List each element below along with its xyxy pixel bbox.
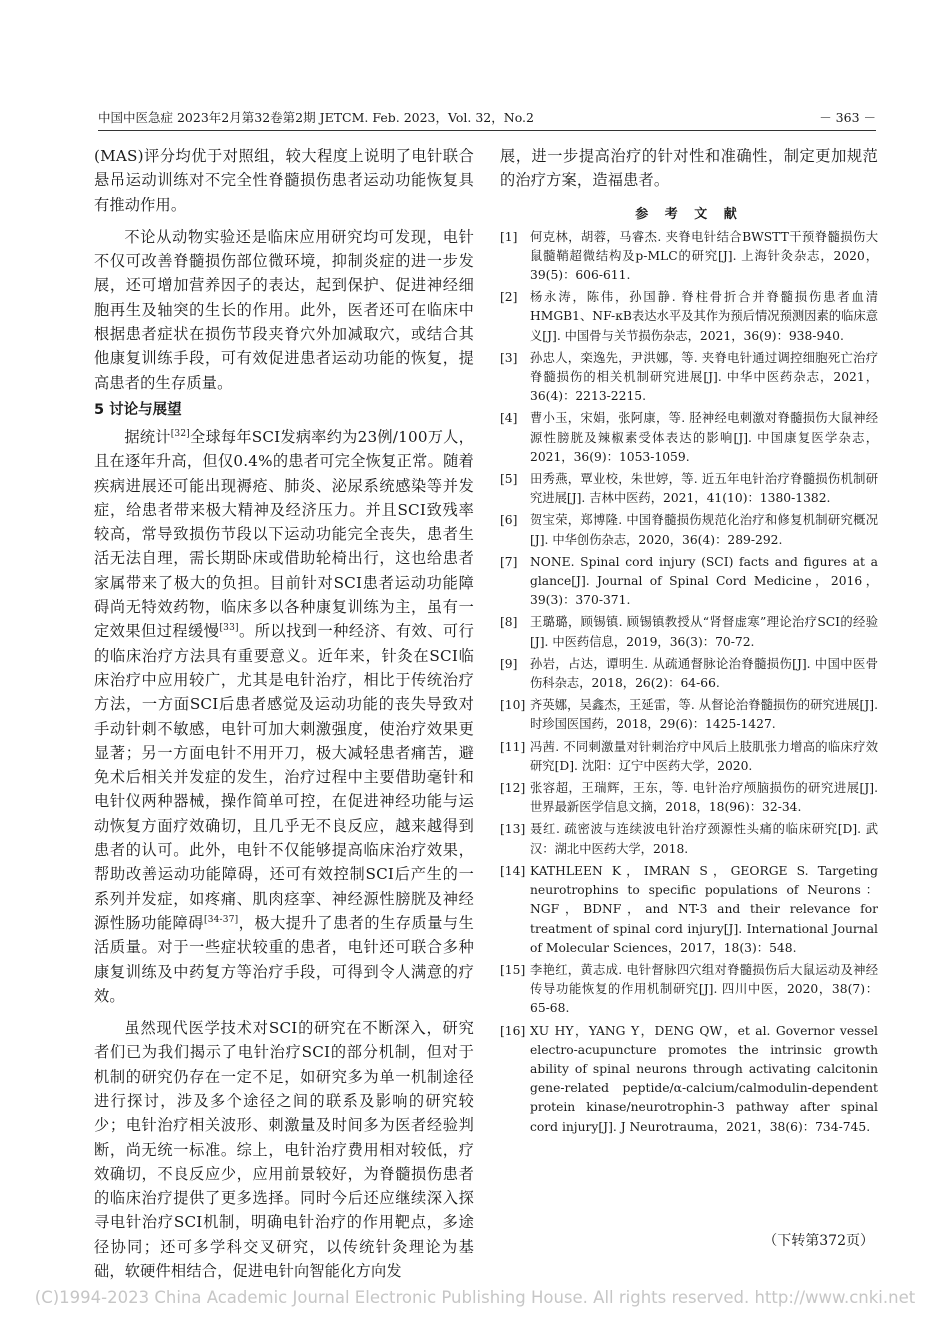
reference-item [500,553,878,611]
reference-item [500,349,878,407]
reference-item [500,409,878,467]
reference-item [500,862,878,958]
reference-item [500,288,878,346]
reference-item [500,1022,878,1137]
reference-text: 王璐璐，顾锡镇. 顾锡镇教授从“肾督虚寒”理论治疗SCI的经验[J]. 中医药信息，2019，36(3)：70-72. [530,615,878,649]
reference-text: 何克林，胡蓉，马睿杰. 夹脊电针结合BWSTT干预脊髓损伤大鼠髓鞘超微结构及p-MLC的研究[J]. 上海针灸杂志，2020，39(5)：606-611. [530,229,878,282]
reference-text: XU HY，YANG Y，DENG QW，et al. Governor vessel electro-acupuncture promotes the intrinsic growth ability of spinal neurons through activating calcitonin gene-related peptide/α-calcium/calmodulin-dependent protein kinase/neurotrophin-3 pathway after spinal cord injury[J]. J Neurotrauma，2021，38(6)：734-745. [530,1023,878,1134]
reference-text: 冯茜. 不同刺激量对针刺治疗中风后上肢肌张力增高的临床疗效研究[D]. 沈阳：辽宁中医药大学，2020. [530,739,878,773]
reference-number: [9] [500,656,518,671]
reference-number: [12] [500,781,526,796]
reference-number: [4] [500,411,518,426]
continued-note: （下转第372页） [763,1233,874,1249]
reference-item [500,228,878,286]
paragraph-discussion: 据统计[32]全球每年SCI发病率约为23例/100万人，且在逐年升高，但仅0.4%的患者可完全恢复正常。随着疾病进展还可能出现褥疮、肺炎、泌尿系统感染等并发症，给患者带来极大精神及经济压力。并且SCI致残率较高，常导致损伤节段以下运动功能完全丧失，患者生活无法自理，需长期卧床或借助轮椅出行，这也给患者家属带来了极大的负担。目前针对SCI患者运动功能障碍尚无特效药物，临床多以各种康复训练为主，虽有一定效果但过程缓慢[33]。所以找到一种经济、有效、可行的临床治疗方法具有重要意义。近年来，针灸在SCI临床治疗中应用较广，尤其是电针治疗，相比于传统治疗方法，一方面SCI后患者感觉及运动功能的丧失导致对手动针刺不敏感，电针可加大刺激强度，使治疗效果更显著；另一方面电针不用开刀，极大减轻患者痛苦，避免术后相关并发症的发生，治疗过程中主要借助毫针和电针仪两种器械，操作简单可控，在促进神经功能与运动恢复方面疗效确切，且几乎无不良反应，越来越得到患者的认可。此外，电针不仅能够提高临床治疗效果，帮助改善运动功能障碍，还可有效控制SCI后产生的一系列并发症，如疼痛、肌肉痉挛、神经源性膀胱及神经源性肠功能障碍[34-37]，极大提升了患者的生存质量与生活质量。对于一些症状较重的患者，电针还可联合多种康复训练及中药复方等治疗手段，可得到令人满意的疗效。 [94,427,475,1005]
right-column [500,144,878,1199]
reference-number: [2] [500,290,518,305]
reference-number: [13] [500,822,526,837]
reference-text: KATHLEEN K，IMRAN S，GEORGE S. Targeting neurotrophins to specific populations of Neurons：NGF，BDNF，and NT-3 and their relevance for treatment of spinal cord injury[J]. International Journal of Molecular Sciences，2017，18(3)：548. [530,863,878,955]
references-title: 参 考 文 献 [635,206,743,222]
reference-text: 张容超，王瑞辉，王东，等. 电针治疗颅脑损伤的研究进展[J]. 世界最新医学信息文摘，2018，18(96)：32-34. [530,781,878,815]
page-number: － 363 － [819,110,876,125]
reference-item [500,820,878,858]
reference-item [500,511,878,549]
paragraph-outlook-continued: 展，进一步提高治疗的针对性和准确性，制定更加规范的治疗方案，造福患者。 [500,147,878,190]
reference-list [500,228,878,1137]
reference-item [500,779,878,817]
reference-text: 杨永涛，陈伟，孙国静. 脊柱骨折合并脊髓损伤患者血清HMGB1、NF-κB表达水平及其作为预后情况预测因素的临床意义[J]. 中国骨与关节损伤杂志，2021，36(9)：938-940. [530,290,878,343]
reference-item [500,961,878,1019]
reference-text: 孙忠人，栾逸先，尹洪娜，等. 夹脊电针通过调控细胞死亡治疗脊髓损伤的相关机制研究进展[J]. 中华中医药杂志，2021，36(4)：2213-2215. [530,350,878,404]
reference-item [500,696,878,734]
reference-item [500,470,878,508]
reference-text: 聂红. 疏密波与连续波电针治疗颈源性头痛的临床研究[D]. 武汉：湖北中医药大学，2018. [530,822,878,856]
paragraph-mas-conclusion: (MAS)评分均优于对照组，较大程度上说明了电针联合悬吊运动训练对不完全性脊髓损伤患者运动功能恢复具有推动作用。 [94,147,474,214]
citation-34-37[interactable]: [34-37] [203,914,239,925]
reference-number: [3] [500,350,518,365]
reference-text: 田秀燕，覃业校，朱世婷，等. 近五年电针治疗脊髓损伤机制研究进展[J]. 吉林中医药，2021，41(10)：1380-1382. [530,472,878,506]
left-column [94,144,475,1281]
reference-text: 齐英娜，吴鑫杰，王延雷，等. 从督论治脊髓损伤的研究进展[J]. 时珍国医国药，2018，29(6)：1425-1427. [530,698,878,732]
reference-text: 李艳红，黄志成. 电针督脉四穴组对脊髓损伤后大鼠运动及神经传导功能恢复的作用机制研究[J]. 四川中医，2020，38(7)：65-68. [530,962,878,1016]
reference-number: [5] [500,472,518,487]
section-heading-discussion: 5 讨论与展望 [94,401,182,418]
running-header [98,108,876,130]
reference-number: [7] [500,554,518,569]
reference-text: 曹小玉，宋娟，张阿康，等. 胫神经电刺激对脊髓损伤大鼠神经源性膀胱及辣椒素受体表达的影响[J]. 中国康复医学杂志，2021，36(9)：1053-1059. [530,411,878,464]
reference-number: [14] [500,863,526,878]
copyright-watermark: (C)1994-2023 China Academic Journal Electronic Publishing House. All rights reserved. http://www.cnki.net [34,1288,916,1307]
reference-number: [16] [500,1023,526,1038]
reference-text: 贺宝荣，郑博隆. 中国脊髓损伤规范化治疗和修复机制研究概况[J]. 中华创伤杂志，2020，36(4)：289-292. [530,513,878,547]
paragraph-outlook: 虽然现代医学技术对SCI的研究在不断深入，研究者们已为我们揭示了电针治疗SCI的部分机制，但对于机制的研究仍存在一定不足，如研究多为单一机制途径进行探讨，涉及多个途径之间的联系及影响的研究较少；电针治疗相关波形、刺激量及时间多为医者经验判断，尚无统一标准。综上，电针治疗费用相对较低，疗效确切，不良反应少，应用前景较好，为脊髓损伤患者的临床治疗提供了更多选择。同时今后还应继续深入探寻电针治疗SCI机制，明确电针治疗的作用靶点，多途径协同；还可多学科交叉研究，以传统针灸理论为基础，软硬件相结合，促进电针向智能化方向发 [94,1019,474,1281]
reference-number: [1] [500,229,518,244]
reference-text: 孙岩，占达，谭明生. 从疏通督脉论治脊髓损伤[J]. 中国中医骨伤科杂志，2018，26(2)：64-66. [530,656,878,691]
reference-number: [10] [500,698,526,713]
citation-33[interactable]: [33] [219,623,239,634]
header-divider [98,130,876,131]
reference-number: [8] [500,615,518,630]
citation-32[interactable]: [32] [170,428,190,439]
reference-number: [6] [500,513,518,528]
reference-number: [11] [500,739,526,754]
reference-item [500,613,878,651]
reference-text: NONE. Spinal cord injury (SCI) facts and figures at a glance[J]. Journal of Spinal Cord Medicine，2016，39(3)：370-371. [530,554,878,608]
reference-number: [15] [500,962,526,977]
paragraph-mechanism-summary: 不论从动物实验还是临床应用研究均可发现，电针不仅可改善脊髓损伤部位微环境，抑制炎症的进一步发展，还可增加营养因子的表达，起到保护、促进神经细胞再生及轴突的生长的作用。此外，医者还可在临床中根据患者症状在损伤节段夹脊穴外加减取穴，或结合其他康复训练手段，可有效促进患者运动功能的恢复，提高患者的生存质量。 [94,227,474,392]
journal-info: 中国中医急症 2023年2月第32卷第2期 JETCM. Feb. 2023，Vol. 32，No.2 [98,110,534,125]
reference-item [500,655,878,693]
reference-item [500,738,878,776]
